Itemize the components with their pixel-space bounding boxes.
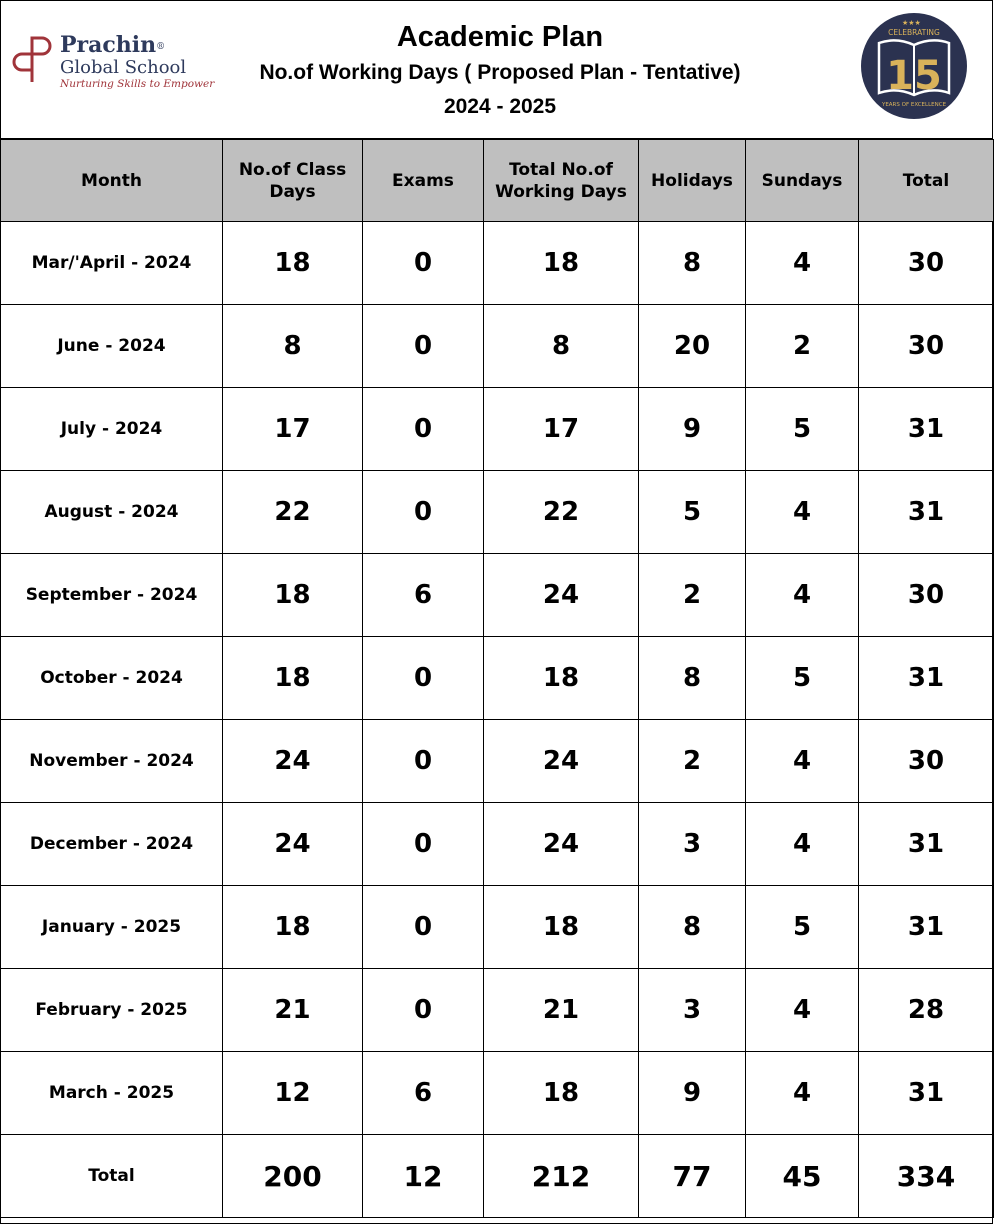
value-cell: 9 bbox=[639, 388, 746, 471]
school-logo bbox=[10, 32, 215, 92]
value-cell: 4 bbox=[746, 471, 859, 554]
page-subtitle: No.of Working Days ( Proposed Plan - Tentative) bbox=[259, 61, 741, 84]
value-cell: 30 bbox=[859, 222, 994, 305]
value-cell: 5 bbox=[746, 886, 859, 969]
month-cell: March - 2025 bbox=[1, 1052, 223, 1135]
total-value-cell: 200 bbox=[223, 1135, 363, 1218]
value-cell: 3 bbox=[639, 803, 746, 886]
value-cell: 8 bbox=[639, 222, 746, 305]
value-cell: 18 bbox=[484, 886, 639, 969]
value-cell: 4 bbox=[746, 554, 859, 637]
school-name: Prachin® bbox=[60, 32, 166, 58]
value-cell: 18 bbox=[484, 1052, 639, 1135]
table-row bbox=[1, 1052, 994, 1135]
value-cell: 0 bbox=[363, 637, 484, 720]
total-value-cell: 77 bbox=[639, 1135, 746, 1218]
total-value-cell: 45 bbox=[746, 1135, 859, 1218]
column-header: No.of Class Days bbox=[223, 140, 363, 222]
value-cell: 0 bbox=[363, 886, 484, 969]
value-cell: 18 bbox=[223, 222, 363, 305]
table-row bbox=[1, 554, 994, 637]
value-cell: 28 bbox=[859, 969, 994, 1052]
school-tagline: Nurturing Skills to Empower bbox=[60, 78, 215, 90]
month-cell: June - 2024 bbox=[1, 305, 223, 388]
value-cell: 5 bbox=[639, 471, 746, 554]
prachin-logo-icon bbox=[10, 34, 54, 86]
value-cell: 18 bbox=[223, 637, 363, 720]
value-cell: 3 bbox=[639, 969, 746, 1052]
column-header: Exams bbox=[363, 140, 484, 222]
table-row bbox=[1, 720, 994, 803]
value-cell: 22 bbox=[484, 471, 639, 554]
total-row bbox=[1, 1135, 994, 1218]
month-cell: December - 2024 bbox=[1, 803, 223, 886]
celebrating-15-years-badge bbox=[861, 13, 967, 119]
table-row bbox=[1, 969, 994, 1052]
value-cell: 2 bbox=[639, 554, 746, 637]
value-cell: 30 bbox=[859, 554, 994, 637]
month-cell: July - 2024 bbox=[1, 388, 223, 471]
total-label-cell: Total bbox=[1, 1135, 223, 1218]
value-cell: 0 bbox=[363, 803, 484, 886]
value-cell: 22 bbox=[223, 471, 363, 554]
total-value-cell: 334 bbox=[859, 1135, 994, 1218]
value-cell: 8 bbox=[223, 305, 363, 388]
table-row bbox=[1, 222, 994, 305]
column-header: Month bbox=[1, 140, 223, 222]
month-cell: January - 2025 bbox=[1, 886, 223, 969]
value-cell: 18 bbox=[484, 637, 639, 720]
value-cell: 0 bbox=[363, 222, 484, 305]
value-cell: 31 bbox=[859, 637, 994, 720]
table-header-row bbox=[1, 140, 994, 222]
value-cell: 24 bbox=[484, 554, 639, 637]
title-block bbox=[200, 18, 800, 124]
value-cell: 12 bbox=[223, 1052, 363, 1135]
value-cell: 17 bbox=[484, 388, 639, 471]
value-cell: 21 bbox=[223, 969, 363, 1052]
value-cell: 5 bbox=[746, 388, 859, 471]
badge-bottom-text: YEARS OF EXCELLENCE bbox=[881, 102, 947, 108]
value-cell: 0 bbox=[363, 305, 484, 388]
month-cell: August - 2024 bbox=[1, 471, 223, 554]
badge-number: 15 bbox=[886, 53, 942, 99]
table-body bbox=[1, 222, 994, 1218]
column-header: Sundays bbox=[746, 140, 859, 222]
value-cell: 4 bbox=[746, 803, 859, 886]
month-cell: September - 2024 bbox=[1, 554, 223, 637]
page-title: Academic Plan bbox=[396, 21, 604, 53]
value-cell: 24 bbox=[223, 720, 363, 803]
value-cell: 24 bbox=[484, 720, 639, 803]
value-cell: 18 bbox=[223, 886, 363, 969]
value-cell: 4 bbox=[746, 1052, 859, 1135]
value-cell: 9 bbox=[639, 1052, 746, 1135]
value-cell: 8 bbox=[484, 305, 639, 388]
value-cell: 18 bbox=[484, 222, 639, 305]
value-cell: 21 bbox=[484, 969, 639, 1052]
value-cell: 20 bbox=[639, 305, 746, 388]
badge-top-text: CELEBRATING bbox=[888, 28, 940, 37]
value-cell: 0 bbox=[363, 471, 484, 554]
total-value-cell: 212 bbox=[484, 1135, 639, 1218]
document-header bbox=[0, 0, 993, 139]
column-header: Total bbox=[859, 140, 994, 222]
table-row bbox=[1, 803, 994, 886]
value-cell: 8 bbox=[639, 886, 746, 969]
table-row bbox=[1, 388, 994, 471]
month-cell: October - 2024 bbox=[1, 637, 223, 720]
value-cell: 31 bbox=[859, 471, 994, 554]
value-cell: 6 bbox=[363, 554, 484, 637]
value-cell: 4 bbox=[746, 969, 859, 1052]
academic-year: 2024 - 2025 bbox=[443, 95, 557, 118]
table-row bbox=[1, 305, 994, 388]
value-cell: 24 bbox=[223, 803, 363, 886]
value-cell: 31 bbox=[859, 388, 994, 471]
value-cell: 0 bbox=[363, 969, 484, 1052]
table-row bbox=[1, 471, 994, 554]
value-cell: 5 bbox=[746, 637, 859, 720]
column-header: Total No.of Working Days bbox=[484, 140, 639, 222]
column-header: Holidays bbox=[639, 140, 746, 222]
month-cell: November - 2024 bbox=[1, 720, 223, 803]
total-value-cell: 12 bbox=[363, 1135, 484, 1218]
value-cell: 8 bbox=[639, 637, 746, 720]
value-cell: 2 bbox=[746, 305, 859, 388]
value-cell: 24 bbox=[484, 803, 639, 886]
value-cell: 31 bbox=[859, 803, 994, 886]
value-cell: 31 bbox=[859, 886, 994, 969]
value-cell: 17 bbox=[223, 388, 363, 471]
month-cell: February - 2025 bbox=[1, 969, 223, 1052]
month-cell: Mar/'April - 2024 bbox=[1, 222, 223, 305]
value-cell: 31 bbox=[859, 1052, 994, 1135]
value-cell: 0 bbox=[363, 720, 484, 803]
school-sub-name: Global School bbox=[60, 57, 187, 78]
svg-text:★★★: ★★★ bbox=[902, 19, 921, 27]
table-row bbox=[1, 886, 994, 969]
value-cell: 6 bbox=[363, 1052, 484, 1135]
value-cell: 2 bbox=[639, 720, 746, 803]
value-cell: 0 bbox=[363, 388, 484, 471]
value-cell: 4 bbox=[746, 720, 859, 803]
working-days-table bbox=[0, 139, 994, 1218]
value-cell: 30 bbox=[859, 305, 994, 388]
value-cell: 18 bbox=[223, 554, 363, 637]
table-row bbox=[1, 637, 994, 720]
value-cell: 30 bbox=[859, 720, 994, 803]
value-cell: 4 bbox=[746, 222, 859, 305]
